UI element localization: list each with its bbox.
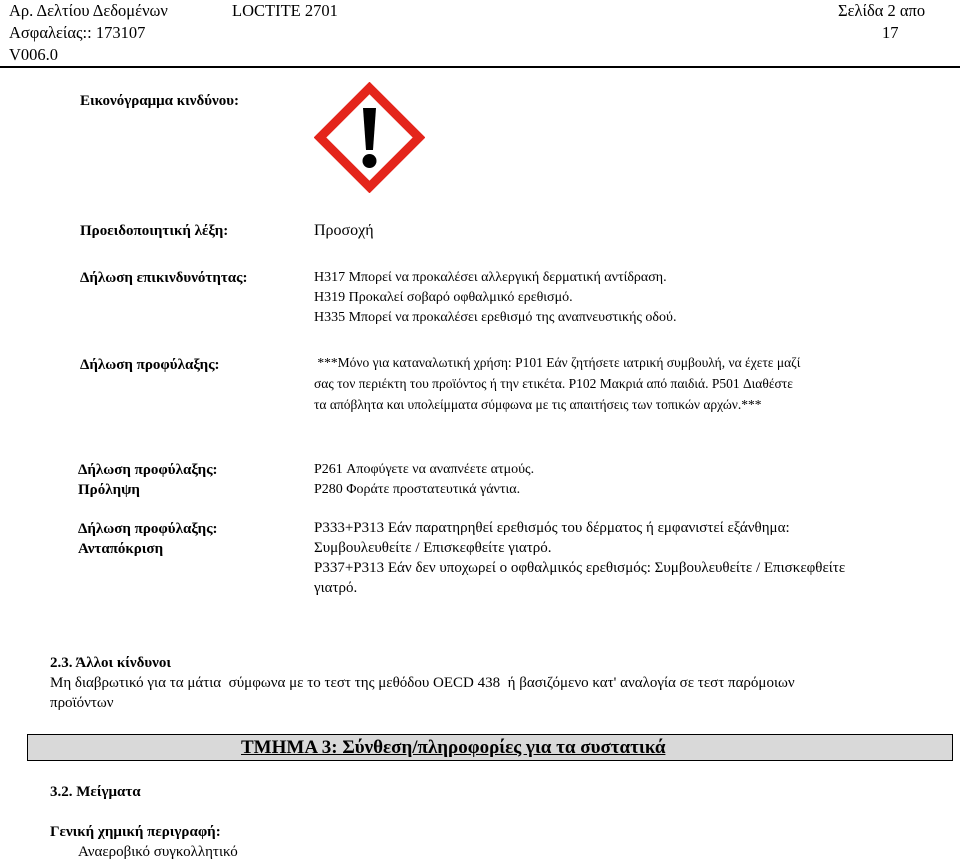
- other-hazards-text: Μη διαβρωτικό για τα μάτια σύμφωνα με το τεστ της μεθόδου OECD 438 ή βασιζόμενο κατ' αναλογία σε τεστ παρόμοιων: [50, 675, 795, 691]
- precaution-response-line: P337+P313 Εάν δεν υποχωρεί ο οφθαλμικός ερεθισμός: Συμβουλευθείτε / Επισκεφθείτε: [314, 560, 846, 576]
- exclamation-mark-icon: [314, 82, 425, 193]
- section-3-header: [27, 734, 953, 761]
- page-total: 17: [882, 23, 899, 42]
- general-description-value: Αναεροβικό συγκολλητικό: [78, 844, 238, 860]
- precaution-general-line: τα απόβλητα και υπολείμματα σύμφωνα με τις απαιτήσεις των τοπικών αρχών.***: [314, 397, 762, 412]
- mixtures-heading: 3.2. Μείγματα: [50, 784, 141, 800]
- other-hazards-heading: 2.3. Άλλοι κίνδυνοι: [50, 655, 171, 671]
- header-rule: [0, 66, 960, 68]
- hazard-statements-label: Δήλωση επικινδυνότητας:: [80, 270, 248, 286]
- hazard-statement-line: H317 Μπορεί να προκαλέσει αλλεργική δερματική αντίδραση.: [314, 270, 667, 285]
- section-3-title: ΤΜΗΜΑ 3: Σύνθεση/πληροφορίες για τα συστατικά: [241, 737, 666, 758]
- page-label: Σελίδα 2 απο: [838, 1, 926, 20]
- precaution-prevention-sublabel: Πρόληψη: [78, 482, 140, 498]
- precaution-prevention-line: P280 Φοράτε προστατευτικά γάντια.: [314, 482, 521, 497]
- precaution-prevention-line: P261 Αποφύγετε να αναπνέετε ατμούς.: [314, 462, 535, 477]
- precaution-response-line: γιατρό.: [314, 580, 358, 596]
- signal-word-label: Προειδοποιητική λέξη:: [80, 223, 229, 239]
- precaution-response-sublabel: Ανταπόκριση: [78, 541, 164, 557]
- other-hazards-text-cont: προϊόντων: [50, 695, 114, 711]
- doc-id-line1: Αρ. Δελτίου Δεδομένων: [9, 1, 168, 20]
- precaution-general-label: Δήλωση προφύλαξης:: [80, 357, 220, 373]
- hazard-statement-line: H319 Προκαλεί σοβαρό οφθαλμικό ερεθισμό.: [314, 290, 573, 305]
- precaution-general-line: σας τον περιέκτη του προϊόντος ή την ετικέτα. P102 Μακριά από παιδιά. P501 Διαθέστε: [314, 376, 793, 391]
- pictogram-label: Εικονόγραμμα κινδύνου:: [80, 93, 240, 109]
- precaution-response-label: Δήλωση προφύλαξης:: [78, 521, 218, 537]
- version: V006.0: [9, 45, 59, 64]
- hazard-pictogram: [314, 82, 425, 193]
- hazard-statement-line: H335 Μπορεί να προκαλέσει ερεθισμό της αναπνευστικής οδού.: [314, 310, 677, 325]
- doc-id-line2: Ασφαλείας:: 173107: [9, 23, 146, 42]
- precaution-general-line: ***Μόνο για καταναλωτική χρήση: P101 Εάν ζητήσετε ιατρική συμβουλή, να έχετε μαζί: [314, 355, 801, 370]
- precaution-response-line: P333+P313 Εάν παρατηρηθεί ερεθισμός του δέρματος ή εμφανιστεί εξάνθημα:: [314, 520, 790, 536]
- signal-word-value: Προσοχή: [314, 222, 374, 239]
- precaution-prevention-label: Δήλωση προφύλαξης:: [78, 462, 218, 478]
- general-description-label: Γενική χημική περιγραφή:: [50, 824, 221, 840]
- precaution-response-line: Συμβουλευθείτε / Επισκεφθείτε γιατρό.: [314, 540, 552, 556]
- product-name: LOCTITE 2701: [232, 1, 338, 20]
